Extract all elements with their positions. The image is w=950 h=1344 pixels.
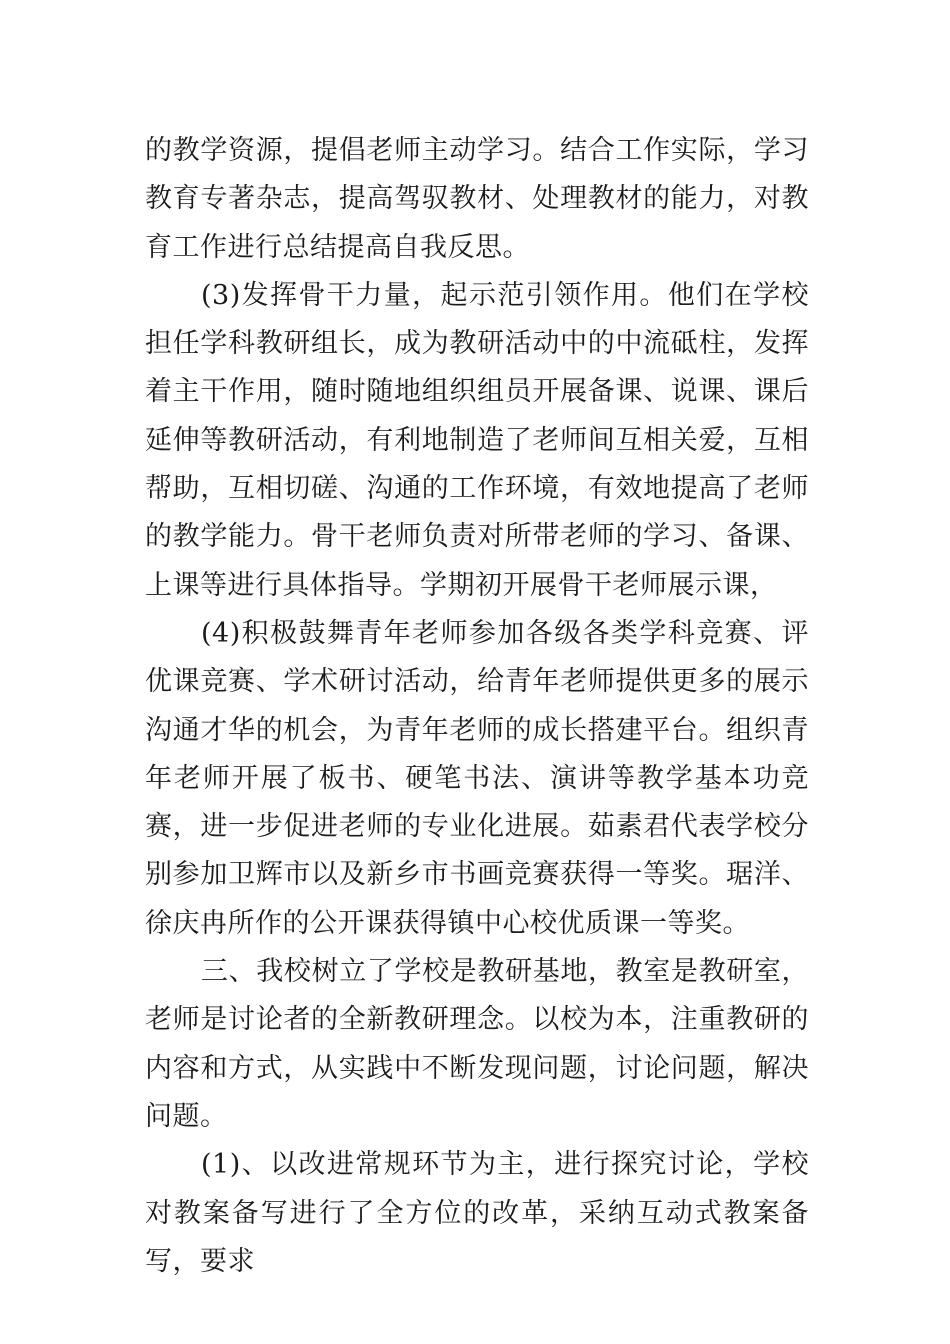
- paragraph-continuation: 的教学资源，提倡老师主动学习。结合工作实际，学习教育专著杂志，提高驾驭教材、处理教材的能力，对教育工作进行总结提高自我反思。: [145, 135, 809, 263]
- document-body: [145, 127, 809, 1286]
- paragraph-section-3: 三、我校树立了学校是教研基地，教室是教研室，老师是讨论者的全新教研理念。以校为本，注重教研的内容和方式，从实践中不断发现问题，讨论问题，解决问题。: [145, 956, 809, 1132]
- paragraph-item-4: (4)积极鼓舞青年老师参加各级各类学科竞赛、评优课竞赛、学术研讨活动，给青年老师提供更多的展示沟通才华的机会，为青年老师的成长搭建平台。组织青年老师开展了板书、硬笔书法、演讲等教学基本功竞赛，进一步促进老师的专业化进展。茹素君代表学校分别参加卫辉市以及新乡市书画竞赛获得一等奖。琚洋、徐庆冉所作的公开课获得镇中心校优质课一等奖。: [145, 617, 809, 939]
- paragraph-item-1: (1)、以改进常规环节为主，进行探究讨论，学校对教案备写进行了全方位的改革，采纳互动式教案备写，要求: [145, 1149, 809, 1277]
- paragraph-item-3: (3)发挥骨干力量，起示范引领作用。他们在学校担任学科教研组长，成为教研活动中的中流砥柱，发挥着主干作用，随时随地组织组员开展备课、说课、课后延伸等教研活动，有利地制造了老师间互相关爱，互相帮助，互相切磋、沟通的工作环境，有效地提高了老师的教学能力。骨干老师负责对所带老师的学习、备课、上课等进行具体指导。学期初开展骨干老师展示课，: [145, 279, 809, 601]
